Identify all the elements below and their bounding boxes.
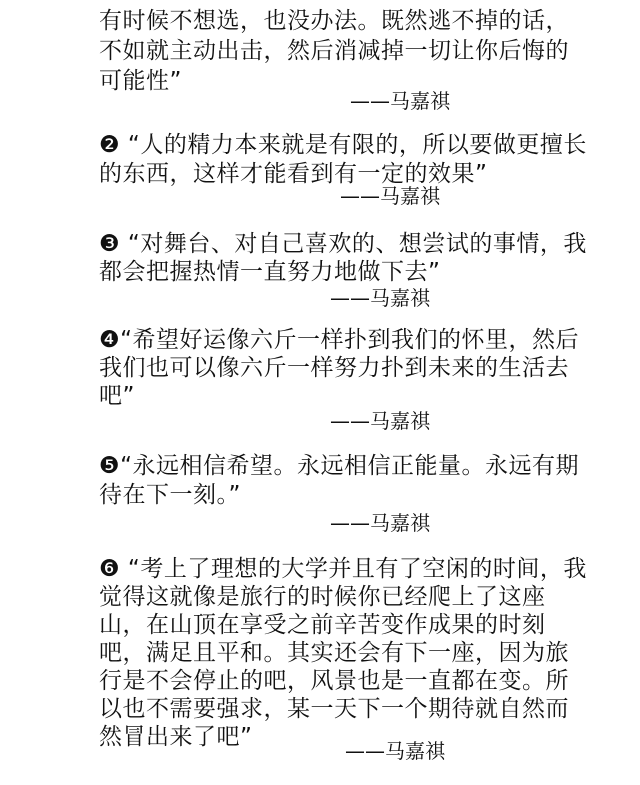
quote-5-author: ——马嘉祺 xyxy=(330,511,430,535)
quote-6-line-2: 觉得这就像是旅行的时候你已经爬上了这座 xyxy=(99,584,546,610)
quote-4-line-1: ❹“希望好运像六斤一样扑到我们的怀里，然后 xyxy=(99,327,580,353)
quote-5-line-2: 待在下一刻。” xyxy=(99,482,241,508)
quote-6-line-7: 然冒出来了吧” xyxy=(99,724,253,750)
quote-3-line-2: 都会把握热情一直努力地做下去” xyxy=(99,259,441,285)
quote-3-author: ——马嘉祺 xyxy=(330,286,430,310)
quote-6-author: ——马嘉祺 xyxy=(345,739,445,763)
quote-6-line-6: 以也不需要强求，某一天下一个期待就自然而 xyxy=(99,696,569,722)
quote-1-line-1: 有时候不想选，也没办法。既然逃不掉的话， xyxy=(99,8,569,34)
quote-6-line-1: ❻ “考上了理想的大学并且有了空闲的时间，我 xyxy=(99,556,587,582)
quote-4-line-2: 我们也可以像六斤一样努力扑到未来的生活去 xyxy=(99,355,569,381)
quote-3-line-1: ❸ “对舞台、对自己喜欢的、想尝试的事情，我 xyxy=(99,231,587,257)
quote-1-line-3: 可能性” xyxy=(99,68,182,94)
quote-2-line-1: ❷ “人的精力本来就是有限的，所以要做更擅长 xyxy=(99,132,587,158)
quote-6-line-5: 行是不会停止的吧，风景也是一直都在变。所 xyxy=(99,668,569,694)
quote-4-author: ——马嘉祺 xyxy=(330,409,430,433)
quote-1-line-2: 不如就主动出击，然后消减掉一切让你后悔的 xyxy=(99,38,569,64)
quote-2-author: ——马嘉祺 xyxy=(340,184,440,208)
quote-5-line-1: ❺“永远相信希望。永远相信正能量。永远有期 xyxy=(99,453,580,479)
quote-2-line-2: 的东西，这样才能看到有一定的效果” xyxy=(99,161,488,187)
quote-6-line-4: 吧，满足且平和。其实还会有下一座，因为旅 xyxy=(99,640,569,666)
quote-1-author: ——马嘉祺 xyxy=(350,89,450,113)
quote-4-line-3: 吧” xyxy=(99,383,135,409)
quote-6-line-3: 山，在山顶在享受之前辛苦变作成果的时刻 xyxy=(99,612,546,638)
